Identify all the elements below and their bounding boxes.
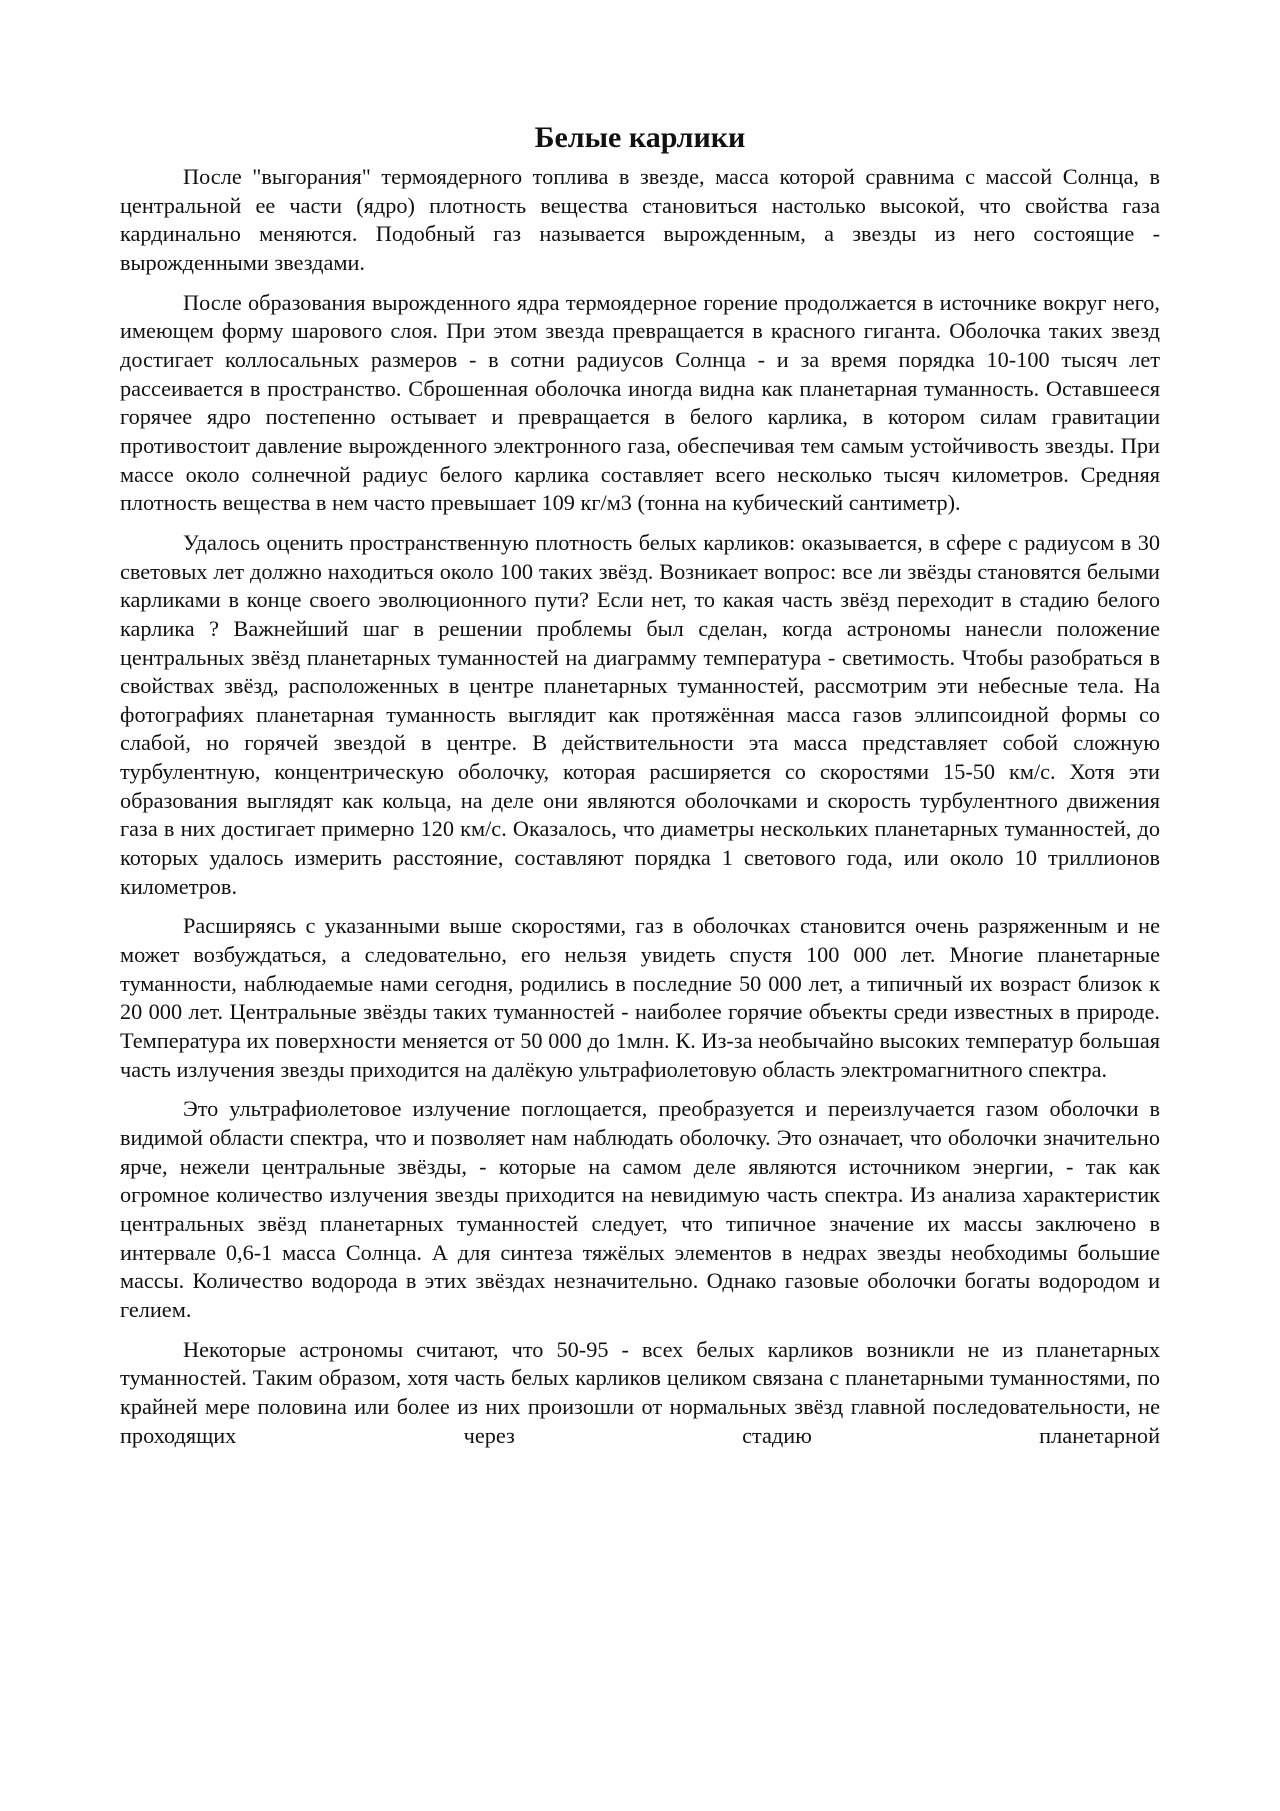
paragraph-4: Расширяясь с указанными выше скоростями, газ в оболочках становится очень разряженным и не может возбуждаться, а следовательно, его нельзя увидеть спустя 100 000 лет. Многие планетарные туманности, наблюдаемые нами сегодня, родились в последние 50 000 лет, а типичный их возраст близок к 20 000 лет. Центральные звёзды таких туманностей - наиболее горячие объекты среди известных в природе. Температура их поверхности меняется от 50 000 до 1млн. К. Из-за необычайно высоких температур большая часть излучения звезды приходится на далёкую ультрафиолетовую область электромагнитного спектра. xyxy=(120,913,1160,1082)
document-page xyxy=(120,118,1160,1778)
document-title: Белые карлики xyxy=(534,121,746,154)
paragraph-3: Удалось оценить пространственную плотность белых карликов: оказывается, в сфере с радиусом в 30 световых лет должно находиться около 100 таких звёзд. Возникает вопрос: все ли звёзды становятся белыми карликами в конце своего эволюционного пути? Если нет, то какая часть звёзд переходит в стадию белого карлика ? Важнейший шаг в решении проблемы был сделан, когда астрономы нанесли положение центральных звёзд планетарных туманностей на диаграмму температура - светимость. Чтобы разобраться в свойствах звёзд, расположенных в центре планетарных туманностей, рассмотрим эти небесные тела. На фотографиях планетарная туманность выглядит как протяжённая масса газов эллипсоидной формы со слабой, но горячей звездой в центре. В действительности эта масса представляет собой сложную турбулентную, концентрическую оболочку, которая расширяется со скоростями 15-50 км/с. Хотя эти образования выглядят как кольца, на деле они являются оболочками и скорость турбулентного движения газа в них достигает примерно 120 км/с. Оказалось, что диаметры нескольких планетарных туманностей, до которых удалось измерить расстояние, составляют порядка 1 светового года, или около 10 триллионов километров. xyxy=(120,529,1160,899)
paragraph-5: Это ультрафиолетовое излучение поглощается, преобразуется и переизлучается газом оболочки в видимой области спектра, что и позволяет нам наблюдать оболочку. Это означает, что оболочки значительно ярче, нежели центральные звёзды, - которые на самом деле являются источником энергии, - так как огромное количество излучения звезды приходится на невидимую часть спектра. Из анализа характеристик центральных звёзд планетарных туманностей следует, что типичное значение их массы заключено в интервале 0,6-1 масса Солнца. А для синтеза тяжёлых элементов в недрах звезды необходимы большие массы. Количество водорода в этих звёздах незначительно. Однако газовые оболочки богаты водородом и гелием. xyxy=(120,1096,1160,1322)
paragraph-1: После "выгорания" термоядерного топлива в звезде, масса которой сравнима с массой Солнца, в центральной ее части (ядро) плотность вещества становиться настолько высокой, что свойства газа кардинально меняются. Подобный газ называется вырожденным, а звезды из него состоящие - вырожденными звездами. xyxy=(120,164,1160,275)
paragraph-2: После образования вырожденного ядра термоядерное горение продолжается в источнике вокруг него, имеющем форму шарового слоя. При этом звезда превращается в красного гиганта. Оболочка таких звезд достигает коллосальных размеров - в сотни радиусов Солнца - и за время порядка 10-100 тысяч лет рассеивается в пространство. Сброшенная оболочка иногда видна как планетарная туманность. Оставшееся горячее ядро постепенно остывает и превращается в белого карлика, в котором силам гравитации противостоит давление вырожденного электронного газа, обеспечивая тем самым устойчивость звезды. При массе около солнечной радиус белого карлика составляет всего несколько тысяч километров. Средняя плотность вещества в нем часто превышает 109 кг/м3 (тонна на кубический сантиметр). xyxy=(120,289,1160,516)
paragraph-6: Некоторые астрономы считают, что 50-95 - всех белых карликов возникли не из планетарных туманностей. Таким образом, хотя часть белых карликов целиком связана с планетарными туманностями, по крайней мере половина или более из них произошли от нормальных звёзд главной последовательности, не проходящих через стадию планетарной xyxy=(120,1336,1160,1448)
